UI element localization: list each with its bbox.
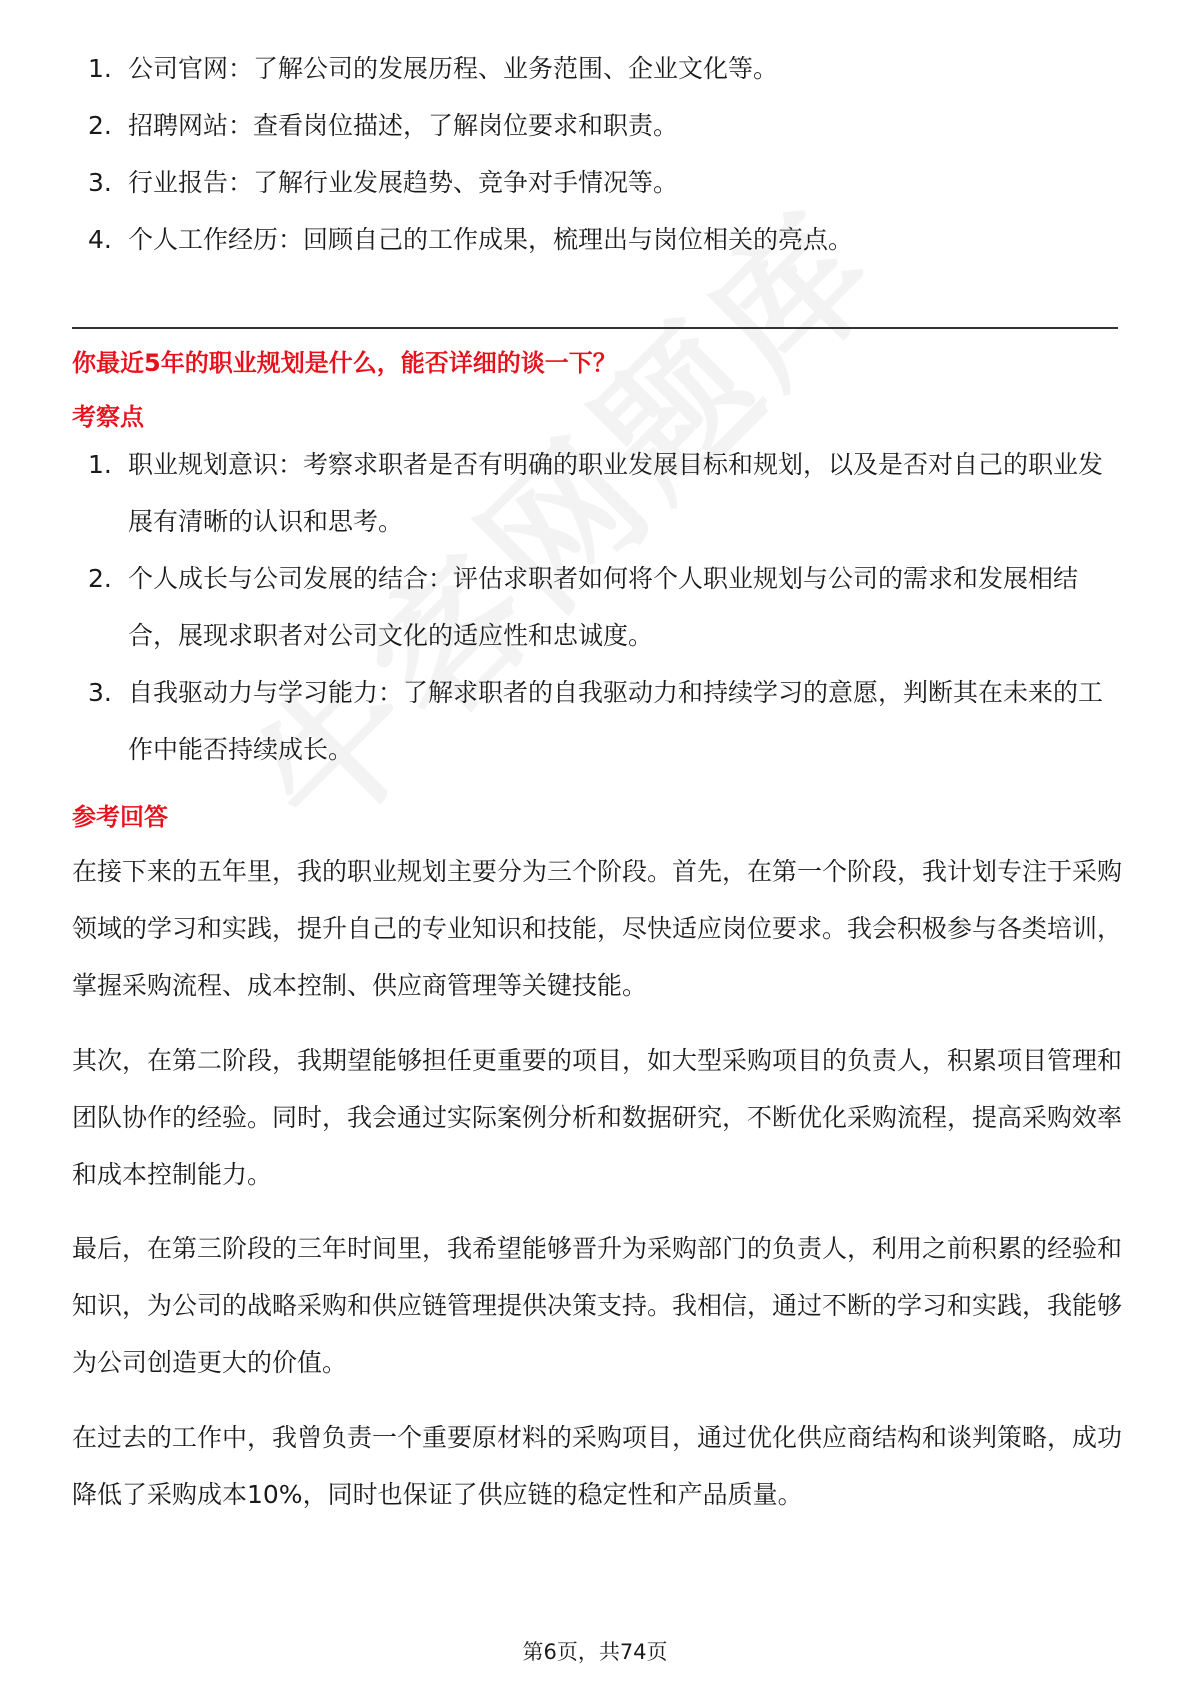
list-text: 招聘网站：查看岗位描述，了解岗位要求和职责。 <box>128 111 679 140</box>
list-text: 职业规划意识：考察求职者是否有明确的职业发展目标和规划，以及是否对自己的职业发展有清晰的认识和思考。 <box>128 450 1104 536</box>
answer-paragraph: 其次，在第二阶段，我期望能够担任更重要的项目，如大型采购项目的负责人，积累项目管理和团队协作的经验。同时，我会通过实际案例分析和数据研究，不断优化采购流程，提高采购效率和成本控制能力。 <box>72 1046 1123 1189</box>
focus-list <box>88 436 1118 778</box>
list-number: 4. <box>88 225 112 254</box>
list-text: 行业报告：了解行业发展趋势、竞争对手情况等。 <box>128 168 679 197</box>
page-footer: 第6页，共74页 <box>522 1640 668 1664</box>
research-list <box>88 40 1118 268</box>
list-item <box>88 550 1118 664</box>
list-number: 1. <box>88 450 112 479</box>
question-title: 你最近5年的职业规划是什么，能否详细的谈一下？ <box>72 349 617 377</box>
answer-paragraph: 在过去的工作中，我曾负责一个重要原材料的采购项目，通过优化供应商结构和谈判策略，成功降低了采购成本10%，同时也保证了供应链的稳定性和产品质量。 <box>72 1423 1123 1509</box>
list-text: 个人工作经历：回顾自己的工作成果，梳理出与岗位相关的亮点。 <box>128 225 854 254</box>
list-item <box>88 97 1118 154</box>
list-text: 公司官网：了解公司的发展历程、业务范围、企业文化等。 <box>128 54 779 83</box>
list-item <box>88 436 1118 550</box>
list-number: 2. <box>88 111 112 140</box>
answer-paragraph: 在接下来的五年里，我的职业规划主要分为三个阶段。首先，在第一个阶段，我计划专注于采购领域的学习和实践，提升自己的专业知识和技能，尽快适应岗位要求。我会积极参与各类培训，掌握采购流程、成本控制、供应商管理等关键技能。 <box>72 857 1123 1000</box>
list-item <box>88 40 1118 97</box>
list-text: 个人成长与公司发展的结合：评估求职者如何将个人职业规划与公司的需求和发展相结合，展现求职者对公司文化的适应性和忠诚度。 <box>128 564 1079 650</box>
answer-heading: 参考回答 <box>72 803 168 831</box>
list-number: 3. <box>88 678 112 707</box>
list-number: 2. <box>88 564 112 593</box>
list-number: 1. <box>88 54 112 83</box>
list-item <box>88 664 1118 778</box>
answer-paragraph: 最后，在第三阶段的三年时间里，我希望能够晋升为采购部门的负责人，利用之前积累的经验和知识，为公司的战略采购和供应链管理提供决策支持。我相信，通过不断的学习和实践，我能够为公司创造更大的价值。 <box>72 1234 1123 1377</box>
list-number: 3. <box>88 168 112 197</box>
list-text: 自我驱动力与学习能力：了解求职者的自我驱动力和持续学习的意愿，判断其在未来的工作中能否持续成长。 <box>128 678 1104 764</box>
section-divider <box>72 327 1118 329</box>
list-item <box>88 211 1118 268</box>
list-item <box>88 154 1118 211</box>
focus-heading: 考察点 <box>72 403 144 431</box>
